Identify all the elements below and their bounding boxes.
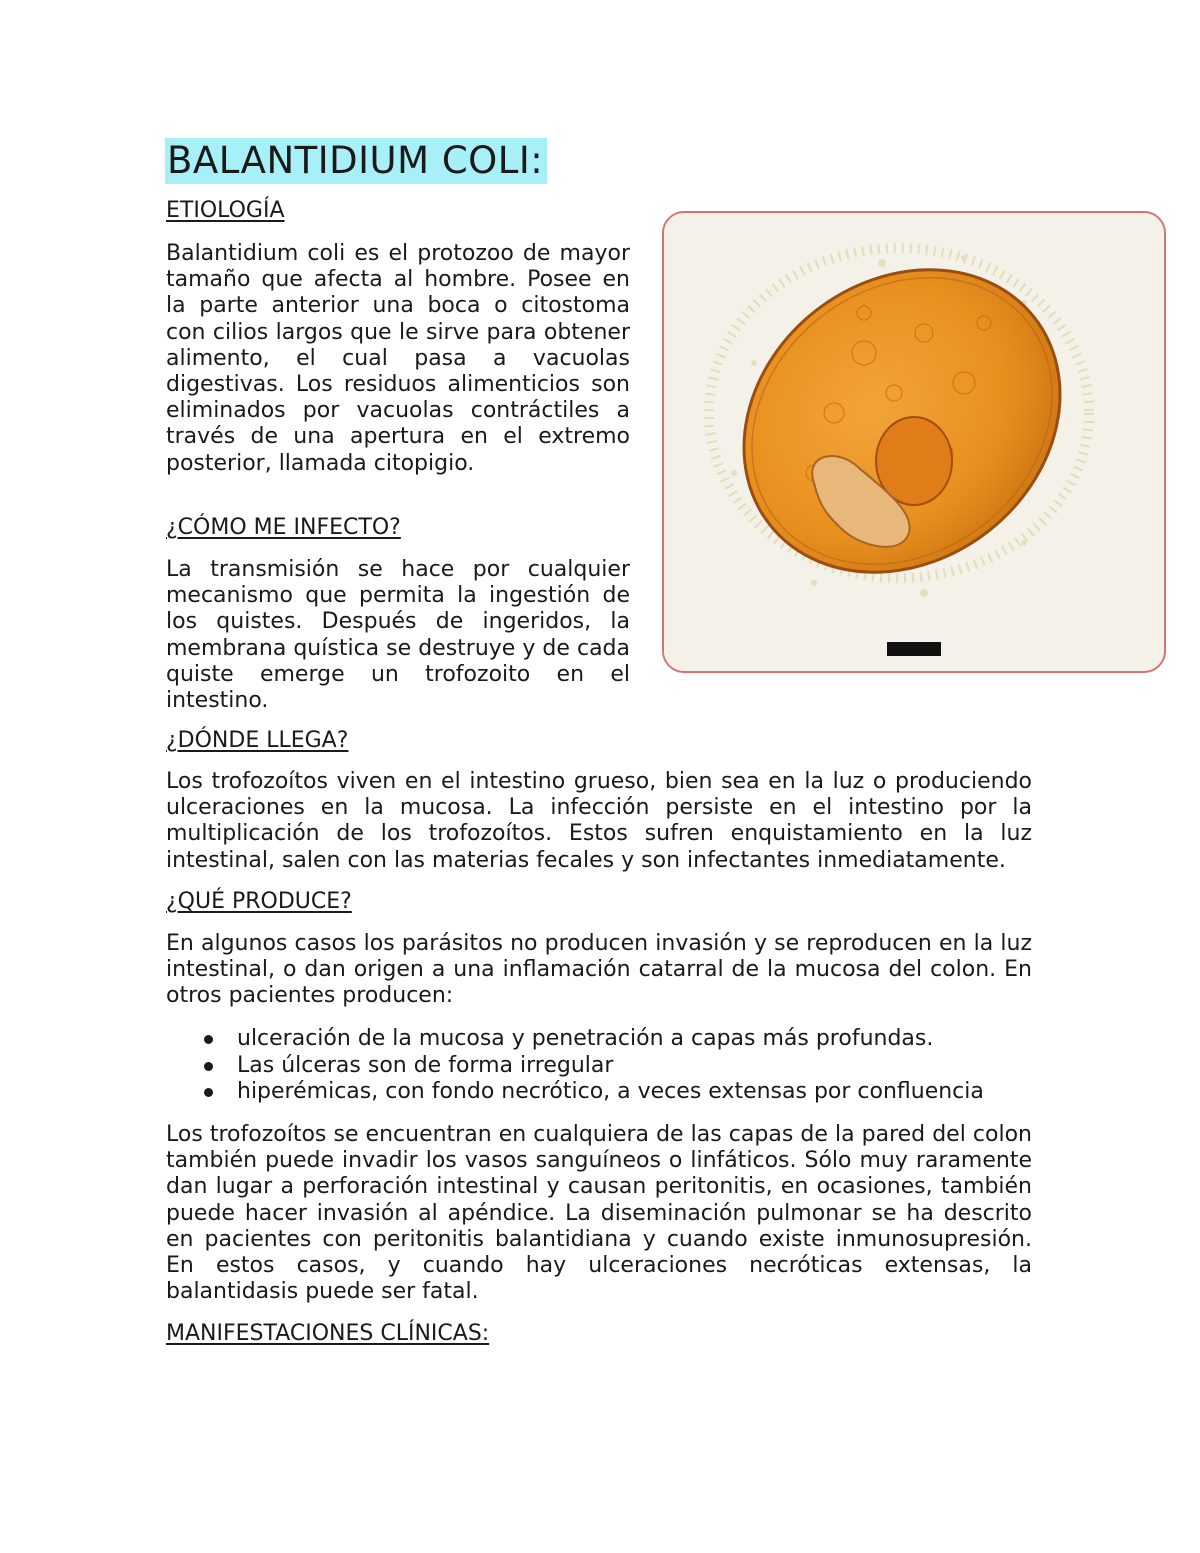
page-title: BALANTIDIUM COLI: xyxy=(165,138,547,184)
paragraph-que-produce-detail: Los trofozoítos se encuentran en cualquiera de las capas de la pared del colon también puede invadir los vasos sanguíneos o linfáticos. Sólo muy raramente dan lugar a perforación intestinal y causan peritonitis, en ocasiones, también puede hacer invasión al apéndice. La diseminación pulmonar se ha descrito en pacientes con peritonitis balantidiana y cuando existe inmunosupresión. En estos casos, y cuando hay ulceraciones necróticas extensas, la balantidasis puede ser fatal. xyxy=(166,1122,1032,1305)
symptoms-list xyxy=(166,1026,1032,1106)
micrograph-image xyxy=(662,211,1166,673)
heading-etiologia: ETIOLOGÍA xyxy=(166,198,285,223)
balantidium-cyst-illustration xyxy=(664,213,1164,671)
heading-que-produce: ¿QUÉ PRODUCE? xyxy=(166,889,352,914)
bullet-icon xyxy=(204,1062,213,1071)
paragraph-donde-llega: Los trofozoítos viven en el intestino grueso, bien sea en la luz o produciendo ulceraciones en la mucosa. La infección persiste en el intestino por la multiplicación de los trofozoítos. Estos sufren enquistamiento en la luz intestinal, salen con las materias fecales y son infectantes inmediatamente. xyxy=(166,769,1032,873)
heading-manifestaciones: MANIFESTACIONES CLÍNICAS: xyxy=(166,1321,490,1346)
heading-como-me-infecto: ¿CÓMO ME INFECTO? xyxy=(166,515,401,540)
paragraph-etiologia: Balantidium coli es el protozoo de mayor tamaño que afecta al hombre. Posee en la parte anterior una boca o citostoma con cilios largos que le sirve para obtener alimento, el cual pasa a vacuolas digestivas. Los residuos alimenticios son eliminados por vacuolas contráctiles a través de una apertura en el extremo posterior, llamada citopigio. xyxy=(166,241,630,476)
list-item: Las úlceras son de forma irregular xyxy=(166,1053,1032,1080)
paragraph-que-produce-intro: En algunos casos los parásitos no producen invasión y se reproducen en la luz intestinal, o dan origen a una inflamación catarral de la mucosa del colon. En otros pacientes producen: xyxy=(166,931,1032,1009)
paragraph-como-me-infecto: La transmisión se hace por cualquier mecanismo que permita la ingestión de los quistes. Después de ingeridos, la membrana quística se destruye y de cada quiste emerge un trofozoito en el intestino. xyxy=(166,557,630,714)
list-item: ulceración de la mucosa y penetración a capas más profundas. xyxy=(166,1026,1032,1053)
heading-donde-llega: ¿DÓNDE LLEGA? xyxy=(166,728,349,753)
scale-bar xyxy=(887,642,941,656)
list-item: hiperémicas, con fondo necrótico, a veces extensas por confluencia xyxy=(166,1079,1032,1106)
bullet-icon xyxy=(204,1088,213,1097)
bullet-icon xyxy=(204,1035,213,1044)
